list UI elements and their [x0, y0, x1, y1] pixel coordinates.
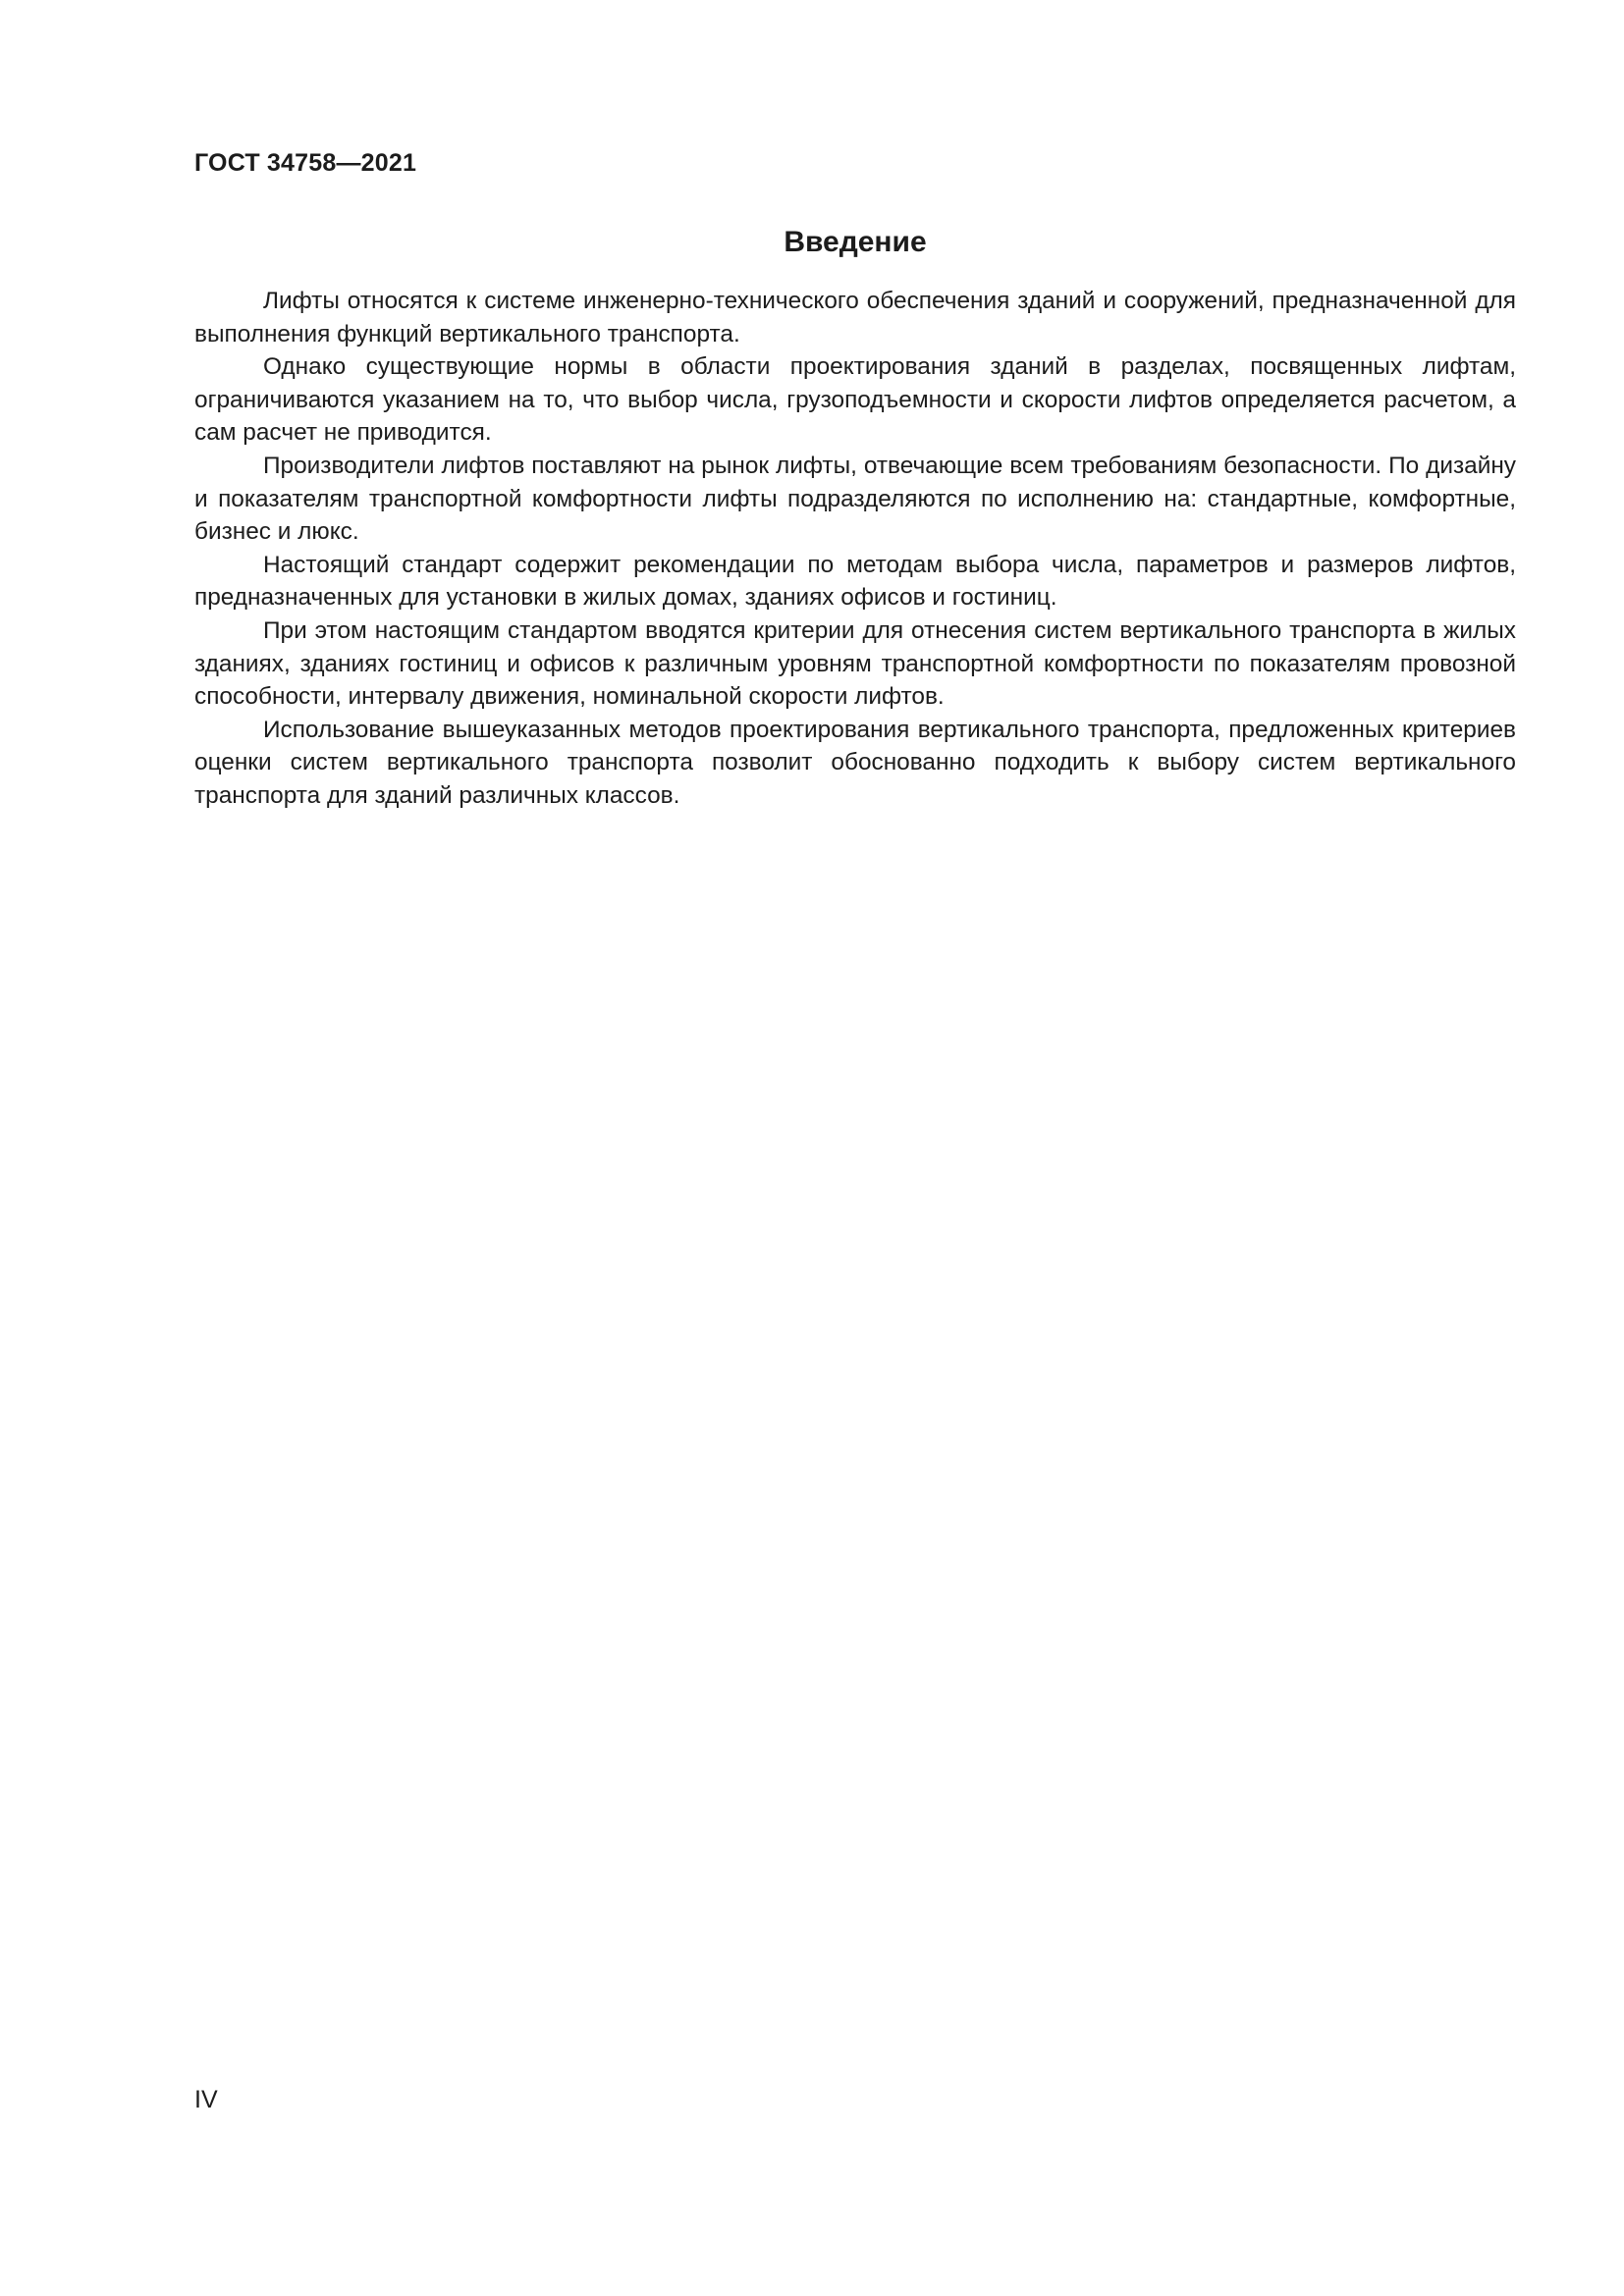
standard-id-header: ГОСТ 34758—2021: [194, 149, 417, 177]
section-title: Введение: [784, 226, 927, 258]
paragraph-purpose: Лифты относятся к системе инженерно-технического обеспечения зданий и сооружений, предназначенной для выполнения функций вертикального транспорта.: [194, 288, 1516, 347]
paragraph-standard-scope: Настоящий стандарт содержит рекомендации по методам выбора числа, параметров и размеров лифтов, предназначенных для установки в жилых домах, зданиях офисов и гостиниц.: [194, 551, 1516, 612]
paragraph-manufacturers: Производители лифтов поставляют на рынок лифты, отвечающие всем требованиям безопасности. По дизайну и показателям транспортной комфортности лифты подразделяются по исполнению на: стандартные, комфортные, бизнес и люкс.: [194, 452, 1516, 546]
paragraph-criteria: При этом настоящим стандартом вводятся критерии для отнесения систем вертикального транспорта в жилых зданиях, зданиях гостиниц и офисов к различным уровням транспортной комфортности по показателям провозной способности, интервалу движения, номинальной скорости лифтов.: [194, 616, 1516, 711]
section-body: [194, 285, 1516, 813]
paragraph-conclusion: Использование вышеуказанных методов проектирования вертикального транспорта, предложенных критериев оценки систем вертикального транспорта позволит обоснованно подходить к выбору систем вертикального транспорта для зданий различных классов.: [194, 716, 1516, 809]
paragraph-existing-norms: Однако существующие нормы в области проектирования зданий в разделах, посвященных лифтам, ограничиваются указанием на то, что выбор числа, грузоподъемности и скорости лифтов определяется расчетом, а сам расчет не приводится.: [194, 353, 1516, 447]
page-number: IV: [194, 2086, 218, 2113]
